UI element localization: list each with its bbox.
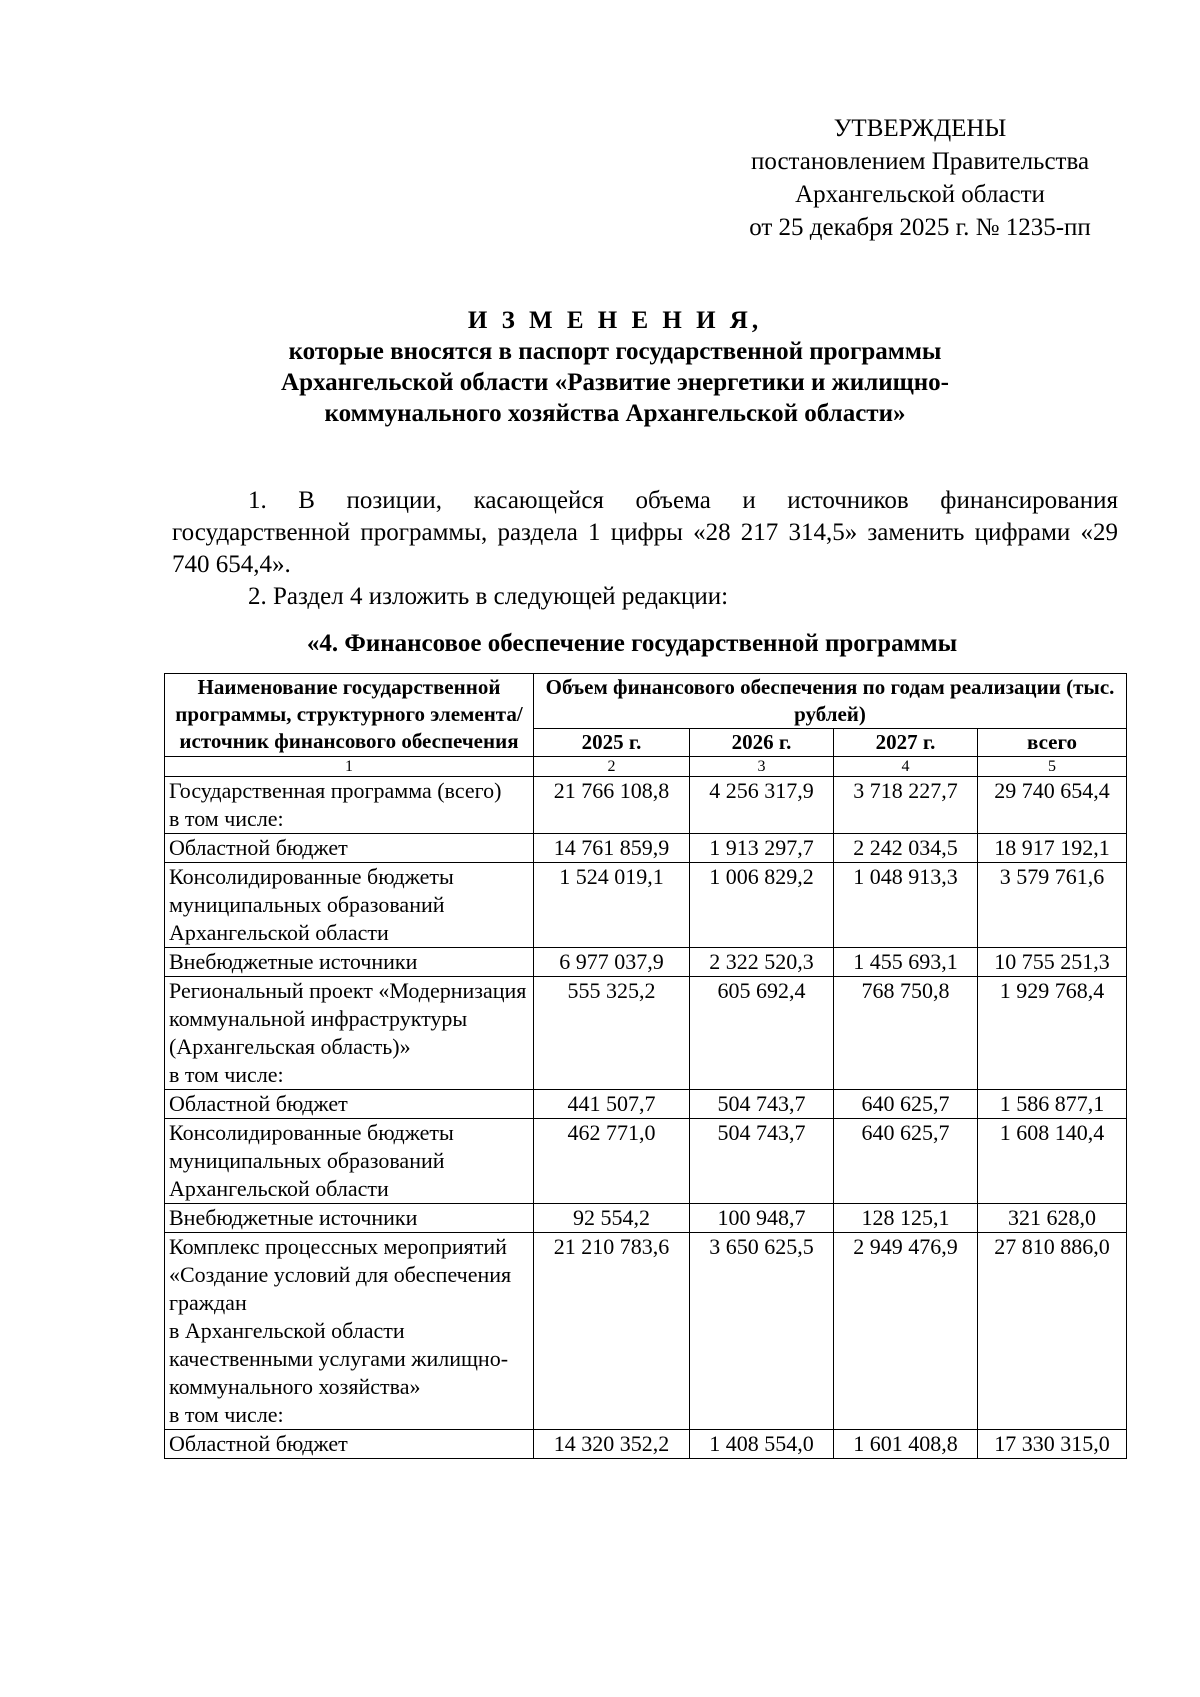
row-value: 100 948,7 [690,1204,834,1233]
column-number: 2 [534,757,690,777]
section-heading: «4. Финансовое обеспечение государственной программы [306,630,958,657]
row-value: 1 913 297,7 [690,834,834,863]
approval-line: постановлением Правительства [750,148,1090,175]
body-text [172,485,1118,613]
approval-title: УТВЕРЖДЕНЫ [833,115,1007,142]
row-total: 321 628,0 [978,1204,1127,1233]
row-value: 640 625,7 [834,1090,978,1119]
row-value: 2 242 034,5 [834,834,978,863]
row-total: 1 586 877,1 [978,1090,1127,1119]
row-value: 1 006 829,2 [690,863,834,948]
table-row [165,1090,1127,1119]
row-name: Внебюджетные источники [165,948,534,977]
header-year: 2025 г. [534,729,690,757]
row-name: Областной бюджет [165,1090,534,1119]
row-value: 2 949 476,9 [834,1233,978,1430]
row-total: 29 740 654,4 [978,777,1127,834]
row-value: 3 718 227,7 [834,777,978,834]
title-heading: И З М Е Н Е Н И Я, [467,307,763,334]
row-value: 14 761 859,9 [534,834,690,863]
table-row [165,1204,1127,1233]
header-year: 2027 г. [834,729,978,757]
row-total: 18 917 192,1 [978,834,1127,863]
row-value: 14 320 352,2 [534,1430,690,1459]
row-name: Консолидированные бюджеты муниципальных образований Архангельской области [165,1119,534,1204]
table-row [165,1430,1127,1459]
row-total: 3 579 761,6 [978,863,1127,948]
column-number: 4 [834,757,978,777]
row-value: 605 692,4 [690,977,834,1090]
row-value: 92 554,2 [534,1204,690,1233]
row-value: 504 743,7 [690,1119,834,1204]
row-name: Консолидированные бюджеты муниципальных образований Архангельской области [165,863,534,948]
header-volume: Объем финансового обеспечения по годам реализации (тыс. рублей) [534,674,1127,729]
row-value: 21 210 783,6 [534,1233,690,1430]
row-name: Комплекс процессных мероприятий «Создание условий для обеспечения граждан в Архангельской области качественными услугами жилищно-коммунального хозяйства» в том числе: [165,1233,534,1430]
row-value: 2 322 520,3 [690,948,834,977]
row-total: 17 330 315,0 [978,1430,1127,1459]
row-value: 1 048 913,3 [834,863,978,948]
table-row [165,977,1127,1090]
table-row [165,1233,1127,1430]
row-name: Областной бюджет [165,1430,534,1459]
row-value: 21 766 108,8 [534,777,690,834]
approval-line: Архангельской области [795,181,1045,208]
document-title [160,305,1070,429]
title-line: Архангельской области «Развитие энергетики и жилищно- [281,369,949,396]
row-value: 6 977 037,9 [534,948,690,977]
column-number: 3 [690,757,834,777]
column-number: 5 [978,757,1127,777]
table-row [165,1119,1127,1204]
row-name: Государственная программа (всего) в том числе: [165,777,534,834]
row-value: 3 650 625,5 [690,1233,834,1430]
header-total: всего [978,729,1127,757]
row-name: Областной бюджет [165,834,534,863]
column-number: 1 [165,757,534,777]
row-value: 128 125,1 [834,1204,978,1233]
header-year: 2026 г. [690,729,834,757]
row-value: 441 507,7 [534,1090,690,1119]
row-value: 462 771,0 [534,1119,690,1204]
row-total: 1 608 140,4 [978,1119,1127,1204]
row-value: 504 743,7 [690,1090,834,1119]
table-row [165,948,1127,977]
row-value: 1 601 408,8 [834,1430,978,1459]
paragraph-1: 1. В позиции, касающейся объема и источников финансирования государственной программы, раздела 1 цифры «28 217 314,5» заменить цифрами «29 740 654,4». [172,487,1118,578]
row-total: 10 755 251,3 [978,948,1127,977]
row-value: 555 325,2 [534,977,690,1090]
header-name: Наименование государственной программы, структурного элемента/источник финансового обеспечения [165,674,534,757]
paragraph-2: 2. Раздел 4 изложить в следующей редакции: [248,583,729,610]
approval-stamp [700,112,1140,244]
row-value: 1 408 554,0 [690,1430,834,1459]
financing-table [164,673,1127,1459]
row-total: 1 929 768,4 [978,977,1127,1090]
row-value: 640 625,7 [834,1119,978,1204]
row-value: 1 524 019,1 [534,863,690,948]
approval-date: от 25 декабря 2025 г. № 1235-пп [749,214,1091,241]
row-value: 768 750,8 [834,977,978,1090]
table-header-row [165,674,1127,729]
column-numbers-row [165,757,1127,777]
row-value: 1 455 693,1 [834,948,978,977]
row-value: 4 256 317,9 [690,777,834,834]
row-name: Внебюджетные источники [165,1204,534,1233]
title-line: коммунального хозяйства Архангельской области» [324,400,906,427]
table-row [165,777,1127,834]
table-row [165,834,1127,863]
table-row [165,863,1127,948]
title-line: которые вносятся в паспорт государственной программы [288,338,942,365]
row-name: Региональный проект «Модернизация коммунальной инфраструктуры (Архангельская область)» в том числе: [165,977,534,1090]
row-total: 27 810 886,0 [978,1233,1127,1430]
